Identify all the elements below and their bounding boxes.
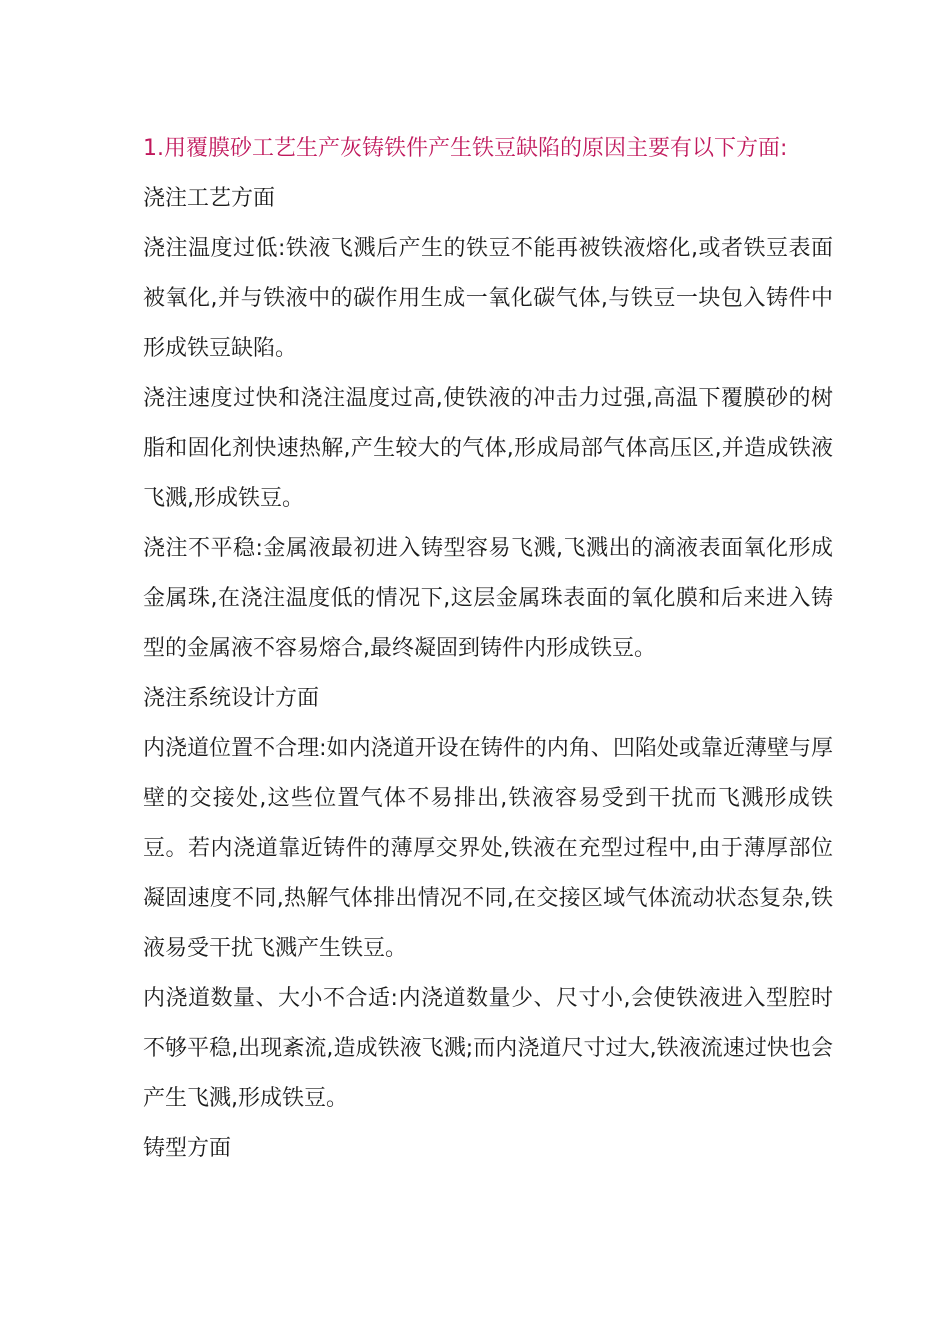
document-body — [143, 124, 833, 1174]
paragraph-unstable-pouring: 浇注不平稳:金属液最初进入铸型容易飞溅,飞溅出的滴液表面氧化形成金属珠,在浇注温度低的情况下,这层金属珠表面的氧化膜和后来进入铸型的金属液不容易熔合,最终凝固到铸件内形成铁豆。 — [143, 536, 833, 661]
paragraph-ingate-size: 内浇道数量、大小不合适:内浇道数量少、尺寸小,会使铁液进入型腔时不够平稳,出现紊流,造成铁液飞溅;而内浇道尺寸过大,铁液流速过快也会产生飞溅,形成铁豆。 — [143, 986, 833, 1111]
subheading-pouring-process: 浇注工艺方面 — [143, 186, 276, 211]
paragraph-low-temperature: 浇注温度过低:铁液飞溅后产生的铁豆不能再被铁液熔化,或者铁豆表面被氧化,并与铁液中的碳作用生成一氧化碳气体,与铁豆一块包入铸件中形成铁豆缺陷。 — [143, 236, 833, 361]
paragraph-ingate-position: 内浇道位置不合理:如内浇道开设在铸件的内角、凹陷处或靠近薄壁与厚壁的交接处,这些位置气体不易排出,铁液容易受到干扰而飞溅形成铁豆。若内浇道靠近铸件的薄厚交界处,铁液在充型过程中,由于薄厚部位凝固速度不同,热解气体排出情况不同,在交接区域气体流动状态复杂,铁液易受干扰飞溅产生铁豆。 — [143, 736, 833, 961]
section-heading: 1.用覆膜砂工艺生产灰铸铁件产生铁豆缺陷的原因主要有以下方面: — [143, 136, 788, 161]
paragraph-fast-pouring: 浇注速度过快和浇注温度过高,使铁液的冲击力过强,高温下覆膜砂的树脂和固化剂快速热解,产生较大的气体,形成局部气体高压区,并造成铁液飞溅,形成铁豆。 — [143, 386, 833, 511]
subheading-gating-system: 浇注系统设计方面 — [143, 686, 320, 711]
subheading-mold: 铸型方面 — [143, 1136, 232, 1161]
